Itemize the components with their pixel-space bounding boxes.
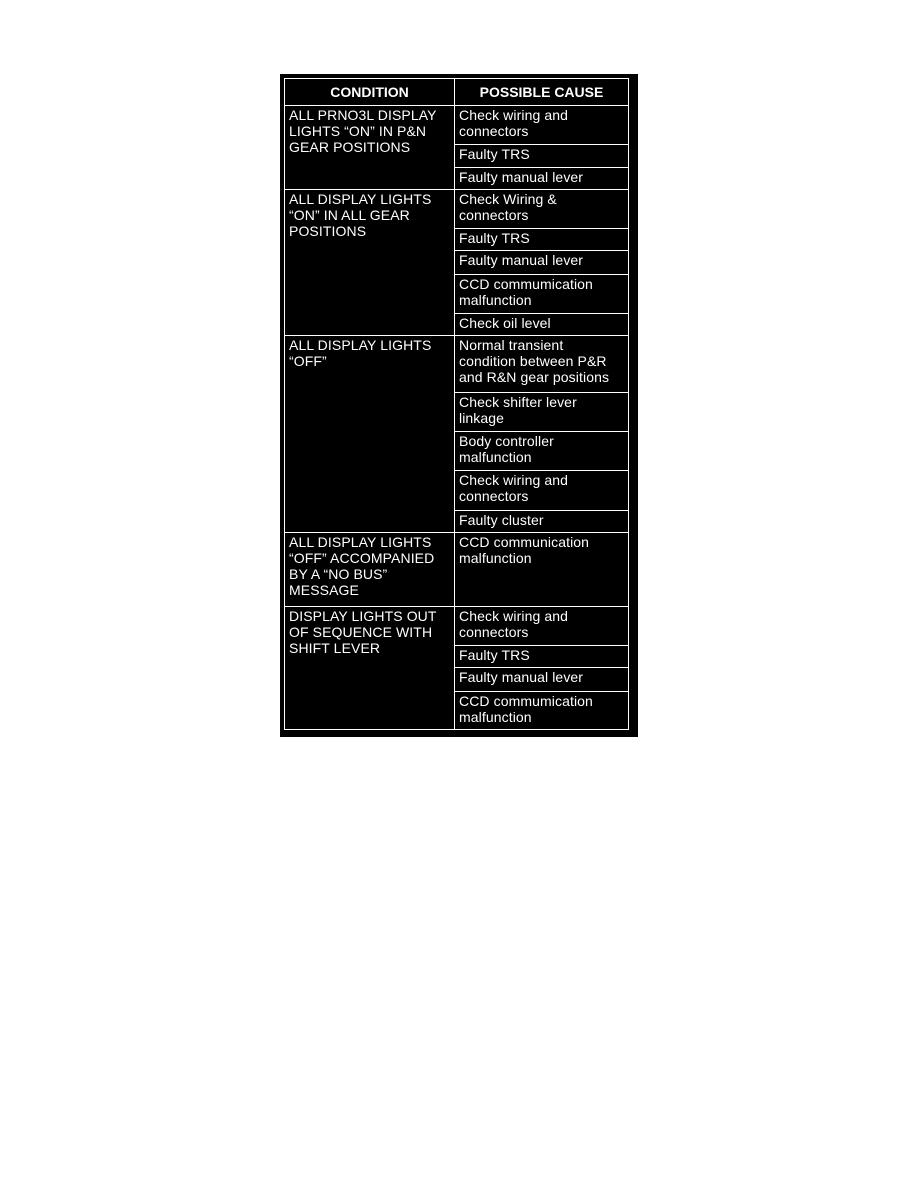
cause-cell: Faulty manual lever [455,167,629,189]
table-header-row [285,79,629,106]
condition-cell: ALL DISPLAY LIGHTS “OFF” ACCOMPANIED BY A “NO BUS” MESSAGE [285,533,455,607]
cause-cell: CCD commumication malfunction [455,274,629,313]
table-row [285,336,629,393]
table-row [285,533,629,607]
possible-cause-column-header: POSSIBLE CAUSE [455,79,629,106]
cause-cell: Check oil level [455,313,629,335]
condition-cell: ALL DISPLAY LIGHTS “OFF” [285,336,455,533]
table-row [285,606,629,645]
table-row [285,189,629,228]
cause-cell: CCD communication malfunction [455,533,629,607]
cause-cell: Body controller malfunction [455,432,629,471]
cause-cell: CCD commumication malfunction [455,691,629,729]
diagnostic-table [284,78,629,730]
cause-cell: Faulty cluster [455,510,629,532]
table-row [285,106,629,145]
cause-cell: Faulty manual lever [455,668,629,691]
cause-cell: Check wiring and connectors [455,106,629,145]
condition-cell: ALL PRNO3L DISPLAY LIGHTS “ON” IN P&N GEAR POSITIONS [285,106,455,190]
condition-cell: ALL DISPLAY LIGHTS “ON” IN ALL GEAR POSITIONS [285,189,455,335]
cause-cell: Check shifter lever linkage [455,392,629,431]
cause-cell: Faulty TRS [455,229,629,251]
cause-cell: Check wiring and connectors [455,471,629,510]
condition-column-header: CONDITION [285,79,455,106]
cause-cell: Check wiring and connectors [455,606,629,645]
cause-cell: Faulty TRS [455,145,629,167]
diagnostic-table-frame [280,74,638,737]
condition-cell: DISPLAY LIGHTS OUT OF SEQUENCE WITH SHIFT LEVER [285,606,455,729]
cause-cell: Check Wiring & connectors [455,189,629,228]
cause-cell: Faulty manual lever [455,251,629,274]
cause-cell: Normal transient condition between P&R and R&N gear positions [455,336,629,393]
cause-cell: Faulty TRS [455,646,629,668]
